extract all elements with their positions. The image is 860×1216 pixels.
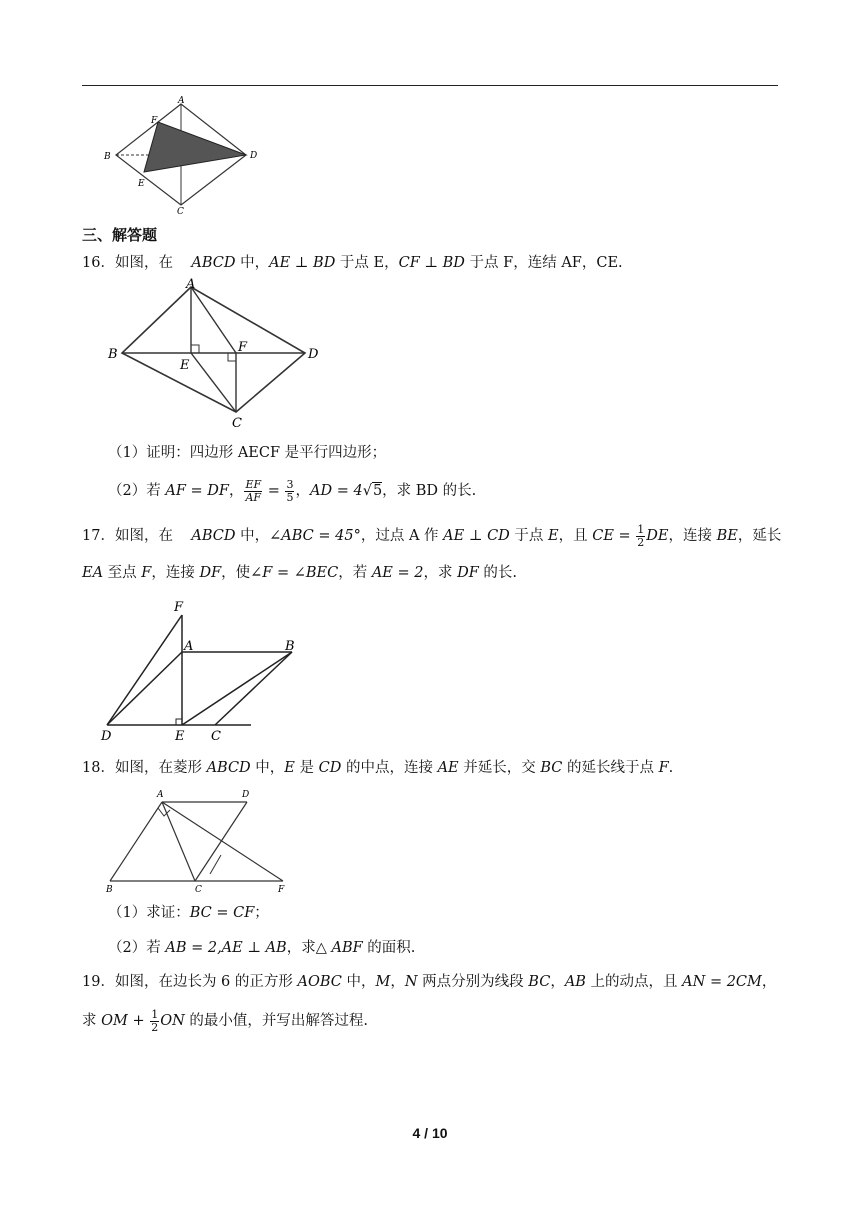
q18-text: 是 — [294, 760, 319, 776]
q17-fraction-den: 2 — [637, 535, 645, 549]
fig18-label-a: A — [157, 790, 164, 800]
q16-text: 于点 F，连结 AF，CE. — [464, 255, 623, 271]
fig16-label-c: C — [232, 416, 242, 430]
q17-math: ABCD — [191, 528, 236, 544]
q19-fraction-num: 1 — [151, 1007, 159, 1021]
q19-fraction — [150, 1009, 159, 1034]
q17-fraction-num: 1 — [637, 522, 645, 536]
q17-math: DE — [646, 528, 669, 544]
q16-part1: （1）证明：四边形 AECF 是平行四边形； — [108, 445, 387, 461]
q17-text: 至点 — [103, 565, 142, 581]
fig15-label-e: E — [138, 179, 145, 189]
q19-text: 上的动点，且 — [585, 974, 683, 990]
q16-number: 16． — [82, 255, 115, 271]
q17-fraction — [636, 524, 645, 549]
q19-text: 如图，在边长为 6 的正方形 — [114, 974, 298, 990]
figure-q18 — [100, 786, 295, 896]
fig15-label-f: F — [151, 116, 158, 126]
q16-text: ，求 BD 的长. — [382, 483, 477, 499]
q18-text: 的中点，连接 — [341, 760, 438, 776]
fig17-label-b: B — [285, 639, 295, 654]
fig15-label-b: B — [104, 152, 111, 162]
q16-stem — [82, 253, 623, 273]
q16-text: ， — [228, 483, 244, 499]
q19-math: N — [404, 974, 418, 990]
q17-text: ，且 — [558, 528, 593, 544]
fig16-label-e: E — [180, 358, 190, 373]
q17-text: ，使 — [221, 565, 251, 581]
q16-text: ， — [295, 483, 310, 499]
fig16-label-b: B — [108, 347, 118, 362]
q18-math: BC = CF — [189, 905, 255, 921]
fig17-label-a: A — [184, 639, 194, 654]
section-title: 三、解答题 — [82, 226, 158, 244]
q18-text: 的延长线于点 — [562, 760, 659, 776]
q19-math: ON — [160, 1013, 185, 1029]
q18-part2 — [108, 938, 415, 958]
fig17-label-f: F — [174, 600, 184, 615]
q17-line2 — [82, 563, 517, 583]
q17-math: F — [141, 565, 152, 581]
q16-text: 如图，在 — [114, 255, 173, 271]
q18-math: AB = 2,AE ⊥ AB — [165, 940, 287, 956]
fig18-label-b: B — [106, 885, 113, 895]
q16-text: 于点 E， — [335, 255, 399, 271]
q18-text: 如图，在菱形 — [114, 760, 207, 776]
q17-text: ，若 — [338, 565, 372, 581]
q18-math: F — [658, 760, 669, 776]
header-rule — [82, 85, 778, 86]
q17-math: AE ⊥ CD — [443, 528, 510, 544]
q18-math: △ ABF — [315, 940, 363, 956]
q17-text: 如图，在 — [114, 528, 173, 544]
q16-text: 中， — [235, 255, 270, 271]
q18-text: ； — [254, 905, 269, 921]
q16-fraction-num: 3 — [286, 477, 294, 491]
q19-math: BC — [528, 974, 551, 990]
q19-math: OM + — [101, 1013, 150, 1029]
q19-math: AN = 2CM — [682, 974, 762, 990]
q19-math: AOBC — [297, 974, 342, 990]
q19-fraction-den: 2 — [151, 1020, 159, 1034]
q18-text: 中， — [250, 760, 285, 776]
q19-number: 19． — [82, 974, 115, 990]
q19-text: ， — [550, 974, 565, 990]
q18-text: . — [668, 760, 674, 776]
q18-number: 18． — [82, 760, 115, 776]
q16-fraction-den: AF — [245, 490, 262, 504]
q16-part2: （2）若 AF = DF， $\frac{EF}{AF}$ = $\frac{3}{5}$ ，AD = 4√5，求 BD 的长. — [108, 477, 477, 504]
q18-text: 的面积. — [362, 940, 416, 956]
q17-text: ，连接 — [668, 528, 717, 544]
q16-sqrt: 5 — [372, 483, 383, 499]
q18-text: （2）若 — [108, 940, 166, 956]
q19-math: M — [375, 974, 391, 990]
figure-q17 — [98, 598, 310, 746]
q17-math: DF — [457, 565, 479, 581]
q17-math: BE — [716, 528, 738, 544]
fig18-label-c: C — [195, 885, 202, 895]
q18-text: 并延长，交 — [458, 760, 541, 776]
figure-q15 — [100, 94, 270, 216]
fig17-label-d: D — [101, 729, 112, 744]
q17-text: 的长. — [478, 565, 517, 581]
q16-math: AD = 4 — [309, 483, 363, 499]
q19-text: 求 — [82, 1013, 102, 1029]
q16-text: （2）若 — [108, 483, 166, 499]
fig18-label-f: F — [278, 885, 285, 895]
q17-text: ，连接 — [151, 565, 200, 581]
q17-text: ，求 — [423, 565, 458, 581]
q16-fraction — [285, 479, 294, 504]
q17-math: AE = 2 — [371, 565, 424, 581]
fig16-label-a: A — [186, 278, 196, 292]
q19-line2 — [82, 1008, 368, 1034]
q16-math: ABCD — [191, 255, 236, 271]
fig16-label-d: D — [308, 347, 319, 362]
q17-math: DF — [199, 565, 222, 581]
q19-text: 的最小值，并写出解答过程. — [184, 1013, 369, 1029]
q18-text: ，求 — [286, 940, 316, 956]
q19-text: 中， — [341, 974, 376, 990]
q17-line1 — [82, 523, 781, 549]
q16-math: AF = DF — [165, 483, 229, 499]
q18-math: AE — [437, 760, 459, 776]
q19-text: ， — [390, 974, 405, 990]
fig17-label-e: E — [175, 729, 185, 744]
page-number: 4 / 10 — [412, 1125, 448, 1141]
figure-q16 — [105, 278, 325, 430]
q17-text: ，延长 — [737, 528, 782, 544]
q16-math: AE ⊥ BD — [269, 255, 336, 271]
q17-text: ，过点 A 作 — [360, 528, 444, 544]
q19-text: 两点分别为线段 — [417, 974, 529, 990]
q16-math: CF ⊥ BD — [398, 255, 465, 271]
q19-text: ， — [761, 974, 777, 990]
q17-math: EA — [82, 565, 104, 581]
q17-text: 中， — [235, 528, 270, 544]
fig17-label-c: C — [211, 729, 221, 744]
q18-part1 — [108, 903, 269, 923]
fig15-label-d: D — [250, 151, 258, 161]
fig16-label-f: F — [238, 340, 248, 355]
q16-fraction-den: 5 — [286, 490, 294, 504]
q16-fraction-num: EF — [245, 477, 262, 491]
q18-math: BC — [540, 760, 563, 776]
fig18-label-d: D — [242, 790, 250, 800]
q17-number: 17． — [82, 528, 115, 544]
q17-math: E — [548, 528, 559, 544]
q19-line1 — [82, 972, 776, 992]
q18-math: E — [284, 760, 295, 776]
q17-text: 于点 — [509, 528, 549, 544]
q16-text: = — [263, 483, 285, 499]
q17-math: CE = — [592, 528, 636, 544]
q18-stem — [82, 758, 673, 778]
q18-text: （1）求证： — [108, 905, 190, 921]
fig15-label-a: A — [178, 96, 185, 106]
q16-fraction — [244, 479, 262, 504]
q19-math: AB — [564, 974, 586, 990]
fig15-label-c: C — [177, 207, 184, 216]
q18-math: ABCD — [206, 760, 251, 776]
q17-math: ∠ABC = 45° — [269, 528, 361, 544]
q18-math: CD — [318, 760, 342, 776]
q17-math: ∠F = ∠BEC — [250, 565, 339, 581]
